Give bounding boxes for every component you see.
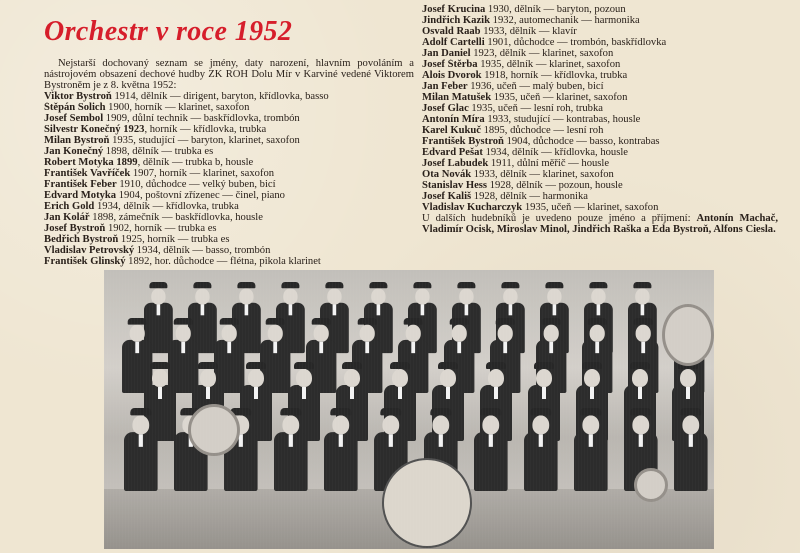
- roster-entry: [44, 256, 414, 267]
- musician-name: Robert Motyka 1899: [44, 157, 138, 168]
- musician-name: Stanislav Hess: [422, 180, 488, 191]
- roster-entry: [422, 92, 778, 103]
- left-column: [44, 58, 414, 267]
- musician-details: 1934, dělník — basso, trombón: [134, 245, 271, 256]
- roster-entry: [44, 201, 414, 212]
- musician-name: Vladislav Petrovský: [44, 245, 135, 256]
- musician-name: Milan Bystroň: [44, 135, 110, 146]
- roster-entry: [44, 146, 414, 157]
- roster-entry: [44, 223, 414, 234]
- musician-name: Silvestr Konečný 1923: [44, 124, 145, 135]
- musician-name: Milan Matušek: [422, 92, 492, 103]
- musician-details: , dělník — trubka b, housle: [137, 157, 254, 168]
- roster-entry: [422, 191, 778, 202]
- roster-entry: [422, 158, 778, 169]
- musician-name: Erich Gold: [44, 201, 95, 212]
- roster-entry: [44, 168, 414, 179]
- musician-name: Jan Kolář: [44, 212, 90, 223]
- roster-entry: [422, 70, 778, 81]
- left-roster: [44, 91, 414, 267]
- roster-entry: [44, 157, 414, 168]
- musician-details: 1907, horník — klarinet, saxofon: [130, 168, 275, 179]
- musician-name: Josef Sembol: [44, 113, 104, 124]
- musician-details: 1904, důchodce — basso, kontrabas: [503, 136, 660, 147]
- roster-entry: [44, 190, 414, 201]
- musician-details: 1932, automechanik — harmonika: [490, 15, 640, 26]
- musician-details: 1914, dělník — dirigent, baryton, křídlovka, basso: [111, 91, 329, 102]
- roster-entry: [44, 102, 414, 113]
- note-names: Antonín Machač, Vladimír Ocisk, Miroslav Minol, Jindřich Raška a Eda Bystroň, Alfons Ciesla.: [422, 213, 778, 235]
- musician-name: Josef Štěrba: [422, 59, 478, 70]
- roster-entry: [44, 91, 414, 102]
- musician-details: 1933, dělník — klavír: [480, 26, 577, 37]
- roster-entry: [422, 59, 778, 70]
- musician-name: Vladislav Kucharczyk: [422, 202, 523, 213]
- musician-details: 1935, učeň — klarinet, saxofon: [522, 202, 659, 213]
- musician-name: Alois Dvorok: [422, 70, 482, 81]
- roster-entry: [44, 124, 414, 135]
- musician-name: František Vavříček: [44, 168, 131, 179]
- musician-name: Edvard Motyka: [44, 190, 117, 201]
- roster-entry: [422, 202, 778, 213]
- roster-entry: [422, 147, 778, 158]
- musician-name: František Glinský: [44, 256, 126, 267]
- roster-entry: [422, 81, 778, 92]
- right-column: [422, 4, 778, 235]
- musician-name: Štěpán Solich: [44, 102, 106, 113]
- musician-details: 1923, dělník — klarinet, saxofon: [470, 48, 614, 59]
- musician-name: Osvald Raab: [422, 26, 481, 37]
- intro-paragraph: Nejstarší dochovaný seznam se jmény, daty narození, hlavním povoláním a nástrojovém obsazení dechové hudby ZK ROH Dolu Mír v Karviné vedené Viktorem Bystroněm je z 8. května 1952:: [44, 58, 414, 91]
- roster-entry: [422, 103, 778, 114]
- musician-details: 1910, důchodce — velký buben, bicí: [116, 179, 276, 190]
- roster-entry: [422, 125, 778, 136]
- musician-name: Bedřich Bystroň: [44, 234, 119, 245]
- roster-entry: [44, 245, 414, 256]
- musician-details: 1892, hor. důchodce — flétna, pikola klarinet: [125, 256, 321, 267]
- musician-name: Adolf Cartelli: [422, 37, 485, 48]
- musician-details: 1935, učeň — klarinet, saxofon: [491, 92, 628, 103]
- roster-entry: [44, 212, 414, 223]
- musician-details: 1898, zámečník — baskřídlovka, housle: [89, 212, 263, 223]
- right-roster: [422, 4, 778, 213]
- roster-entry: [44, 135, 414, 146]
- photo-grain: [104, 270, 714, 549]
- roster-entry: [44, 234, 414, 245]
- roster-entry: [44, 113, 414, 124]
- musician-name: Jan Daniel: [422, 48, 471, 59]
- musician-details: 1936, učeň — malý buben, bicí: [467, 81, 604, 92]
- roster-entry: [422, 26, 778, 37]
- musician-details: 1898, dělník — trubka es: [103, 146, 214, 157]
- musician-name: Viktor Bystroň: [44, 91, 112, 102]
- musician-name: František Feber: [44, 179, 117, 190]
- musician-name: Ota Novák: [422, 169, 472, 180]
- musician-details: 1928, dělník — harmonika: [471, 191, 588, 202]
- roster-entry: [44, 179, 414, 190]
- musician-name: Josef Bystroň: [44, 223, 106, 234]
- musician-details: 1934, dělník — křídlovka, trubka: [94, 201, 239, 212]
- roster-entry: [422, 169, 778, 180]
- musician-details: 1911, důlní měřič — housle: [488, 158, 610, 169]
- orchestra-photo: [104, 270, 714, 549]
- musician-details: 1918, horník — křídlovka, trubka: [481, 70, 628, 81]
- musician-details: 1930, dělník — baryton, pozoun: [485, 4, 626, 15]
- musician-details: 1901, důchodce — trombón, baskřídlovka: [484, 37, 667, 48]
- musician-details: 1925, horník — trubka es: [118, 234, 230, 245]
- musician-details: 1895, důchodce — lesní roh: [480, 125, 604, 136]
- musician-details: , horník — křídlovka, trubka: [144, 124, 267, 135]
- roster-entry: [422, 37, 778, 48]
- musician-name: Josef Glac: [422, 103, 469, 114]
- musician-name: Karel Kukuč: [422, 125, 481, 136]
- musician-details: 1904, poštovní zřízenec — činel, piano: [116, 190, 285, 201]
- roster-entry: [422, 136, 778, 147]
- musician-name: Jindřich Kazik: [422, 15, 490, 26]
- musician-name: Josef Krucina: [422, 4, 486, 15]
- musician-name: Jan Konečný: [44, 146, 104, 157]
- page-title: Orchestr v roce 1952: [44, 16, 293, 47]
- roster-entry: [422, 15, 778, 26]
- musician-details: 1935, učeň — lesní roh, trubka: [468, 103, 603, 114]
- musician-name: Edvard Pešat: [422, 147, 483, 158]
- roster-entry: [422, 114, 778, 125]
- musician-name: Antonín Míra: [422, 114, 485, 125]
- musician-details: 1935, studující — baryton, klarinet, saxofon: [109, 135, 300, 146]
- musician-details: 1928, dělník — pozoun, housle: [487, 180, 623, 191]
- musician-details: 1933, dělník — klarinet, saxofon: [471, 169, 614, 180]
- musician-name: Josef Labudek: [422, 158, 489, 169]
- note-paragraph: [422, 213, 778, 235]
- musician-details: 1900, horník — klarinet, saxofon: [105, 102, 250, 113]
- musician-name: Jan Feber: [422, 81, 468, 92]
- roster-entry: [422, 48, 778, 59]
- roster-entry: [422, 4, 778, 15]
- musician-name: Josef Kališ: [422, 191, 472, 202]
- musician-details: 1909, důlní technik — baskřídlovka, trombón: [103, 113, 300, 124]
- musician-details: 1902, horník — trubka es: [105, 223, 217, 234]
- musician-details: 1935, dělník — klarinet, saxofon: [477, 59, 621, 70]
- roster-entry: [422, 180, 778, 191]
- musician-details: 1933, studující — kontrabas, housle: [484, 114, 641, 125]
- musician-details: 1934, dělník — křídlovka, housle: [482, 147, 628, 158]
- note-text: U dalších hudebníků je uvedeno pouze jméno a příjmení:: [422, 213, 697, 224]
- musician-name: František Bystroň: [422, 136, 504, 147]
